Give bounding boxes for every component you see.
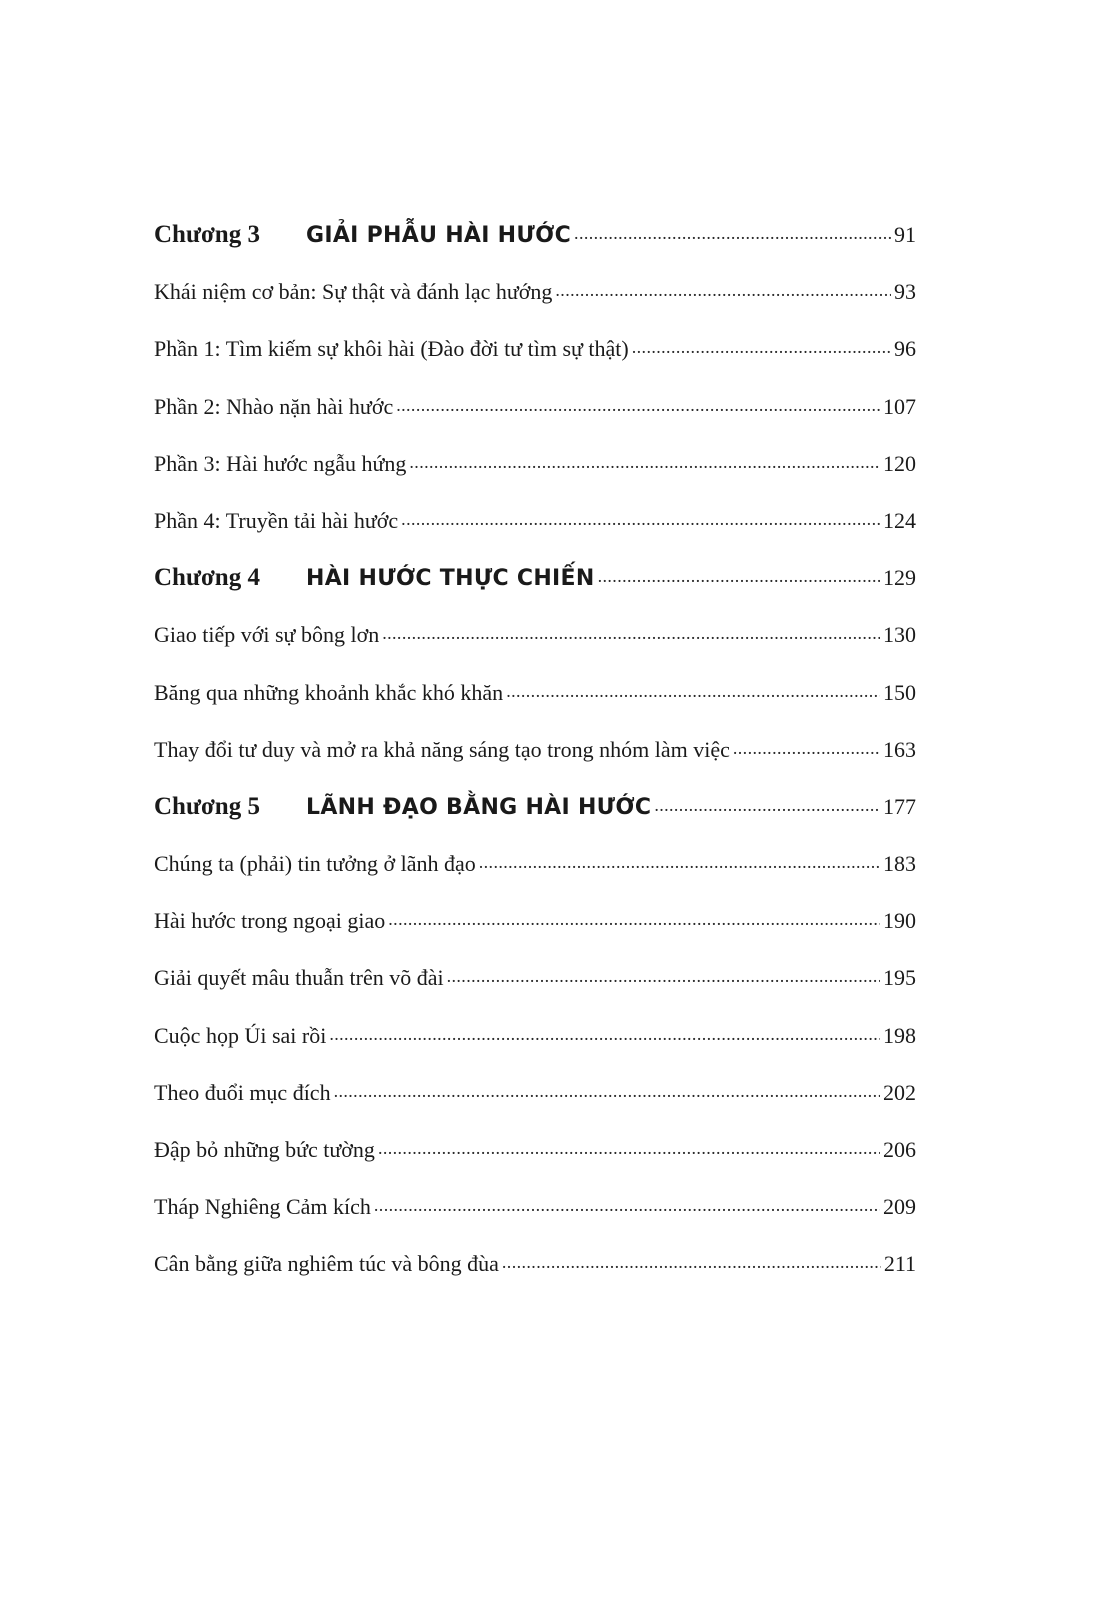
chapter-title: LÃNH ĐẠO BẰNG HÀI HƯỚC (306, 794, 652, 820)
toc-entry-row (154, 735, 916, 792)
entry-title: Đập bỏ những bức tường (154, 1137, 375, 1162)
dot-leader (388, 906, 880, 928)
table-of-contents (154, 220, 916, 1307)
toc-entry-row (154, 849, 916, 906)
toc-chapter-row (154, 563, 916, 620)
dot-leader (334, 1078, 880, 1100)
dot-leader (396, 392, 880, 414)
entry-title: Phần 4: Truyền tải hài hước (154, 507, 399, 533)
page-number: 107 (883, 393, 916, 419)
entry-title: Theo đuổi mục đích (154, 1079, 331, 1105)
entry-title: Cuộc họp Úi sai rồi (154, 1022, 327, 1048)
entry-title: Khái niệm cơ bản: Sự thật và đánh lạc hướng (154, 279, 553, 305)
entry-title: Phần 3: Hài hước ngẫu hứng (154, 450, 407, 476)
toc-entry-row (154, 334, 916, 391)
toc-entry-row (154, 1249, 916, 1306)
page-number: 130 (883, 622, 916, 648)
dot-leader (374, 1192, 880, 1214)
page-number: 206 (883, 1137, 916, 1162)
page-number: 163 (883, 736, 916, 762)
dot-leader (378, 1135, 880, 1157)
toc-chapter-row (154, 220, 916, 277)
toc-entry-row (154, 678, 916, 735)
toc-entry-row (154, 1192, 916, 1249)
dot-leader (382, 620, 880, 642)
page-number: 93 (894, 279, 916, 305)
toc-entry-row (154, 906, 916, 963)
entry-title: Chúng ta (phải) tin tưởng ở lãnh đạo (154, 851, 476, 877)
chapter-number: Chương 3 (154, 221, 260, 248)
page-number: 209 (883, 1194, 916, 1220)
entry-title: Tháp Nghiêng Cảm kích (154, 1194, 371, 1220)
page-number: 150 (883, 679, 916, 705)
toc-entry-row (154, 449, 916, 506)
toc-entry-row (154, 620, 916, 677)
chapter-number: Chương 4 (154, 564, 260, 592)
chapter-number: Chương 5 (154, 792, 260, 820)
dot-leader (401, 506, 880, 528)
dot-leader (733, 735, 880, 757)
entry-title: Giao tiếp với sự bông lơn (154, 622, 380, 648)
toc-entry-row (154, 1135, 916, 1192)
page-number: 190 (883, 908, 916, 934)
page-number: 211 (883, 1251, 916, 1277)
page-number: 96 (894, 336, 916, 362)
page-number: 198 (883, 1022, 916, 1048)
toc-entry-row (154, 1078, 916, 1135)
dot-leader (409, 449, 880, 471)
toc-entry-row (154, 392, 916, 449)
dot-leader (502, 1249, 881, 1271)
dot-leader (479, 849, 880, 871)
entry-title: Giải quyết mâu thuẫn trên võ đài (154, 965, 444, 991)
dot-leader (329, 1021, 880, 1043)
dot-leader (506, 678, 880, 700)
toc-entry-row (154, 277, 916, 334)
dot-leader (447, 963, 880, 985)
entry-title: Phần 1: Tìm kiếm sự khôi hài (Đào đời tư tìm sự thật) (154, 336, 629, 362)
chapter-title: HÀI HƯỚC THỰC CHIẾN (306, 566, 595, 592)
dot-leader (654, 792, 880, 814)
toc-chapter-row (154, 792, 916, 849)
page-number: 177 (883, 793, 916, 819)
entry-title: Thay đổi tư duy và mở ra khả năng sáng tạo trong nhóm làm việc (154, 736, 730, 762)
dot-leader (574, 220, 891, 242)
entry-title: Cân bằng giữa nghiêm túc và bông đùa (154, 1251, 499, 1277)
dot-leader (555, 277, 891, 299)
page-number: 183 (883, 851, 916, 877)
toc-entry-row (154, 506, 916, 563)
page-number: 91 (894, 222, 916, 247)
dot-leader (598, 563, 880, 585)
dot-leader (632, 334, 891, 356)
page-number: 120 (883, 450, 916, 476)
page-number: 129 (883, 565, 916, 591)
chapter-title: GIẢI PHẪU HÀI HƯỚC (306, 223, 572, 248)
page-number: 195 (883, 965, 916, 991)
entry-title: Hài hước trong ngoại giao (154, 908, 386, 934)
toc-entry-row (154, 1021, 916, 1078)
page-number: 202 (883, 1079, 916, 1105)
page-number: 124 (883, 507, 916, 533)
entry-title: Phần 2: Nhào nặn hài hước (154, 393, 394, 419)
toc-entry-row (154, 963, 916, 1020)
entry-title: Băng qua những khoảnh khắc khó khăn (154, 679, 504, 705)
